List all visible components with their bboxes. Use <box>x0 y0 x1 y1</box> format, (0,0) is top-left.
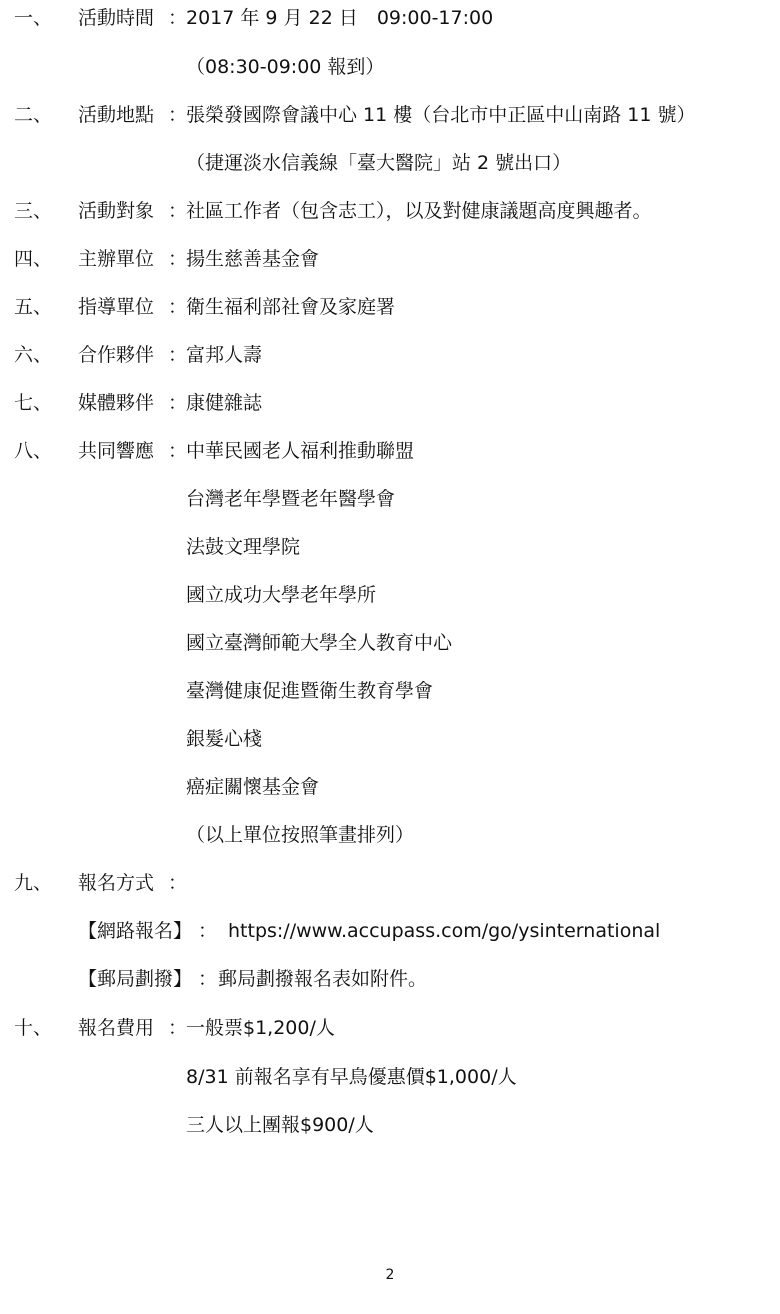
item-value-cont: （以上單位按照筆畫排列） <box>186 824 415 846</box>
item-value-cont: 8/31 前報名享有早鳥優惠價$1,000/人 <box>186 1066 517 1088</box>
item-value-cont: 臺灣健康促進暨衛生教育學會 <box>186 680 434 702</box>
postal-registration-value: 郵局劃撥報名表如附件。 <box>218 968 428 990</box>
item-colon: ： <box>168 248 188 270</box>
item-label: 合作夥伴 <box>78 344 155 366</box>
item-value-cont: （捷運淡水信義線「臺大醫院」站 2 號出口） <box>186 152 572 174</box>
item-label: 活動地點 <box>78 104 155 126</box>
online-registration-colon: ： <box>198 920 218 942</box>
item-value-cont: 台灣老年學暨老年醫學會 <box>186 488 396 510</box>
item-number: 二、 <box>14 104 53 126</box>
registration-link[interactable]: https://www.accupass.com/go/ysinternational <box>228 920 661 942</box>
item-label: 媒體夥伴 <box>78 392 155 414</box>
item-colon: ： <box>168 872 188 894</box>
item-value: 張榮發國際會議中心 11 樓（台北市中正區中山南路 11 號） <box>186 104 696 126</box>
item-value: 2017 年 9 月 22 日 09:00-17:00 <box>186 7 494 29</box>
item-number: 一、 <box>14 7 53 29</box>
item-value: 中華民國老人福利推動聯盟 <box>186 440 415 462</box>
item-label: 活動對象 <box>78 200 155 222</box>
item-number: 五、 <box>14 296 53 318</box>
item-value-cont: 國立成功大學老年學所 <box>186 584 377 606</box>
postal-registration-label: 【郵局劃撥】 <box>78 968 193 990</box>
item-value: 衛生福利部社會及家庭署 <box>186 296 396 318</box>
item-label: 指導單位 <box>78 296 155 318</box>
item-value-cont: （08:30-09:00 報到） <box>186 56 385 78</box>
item-value: 一般票$1,200/人 <box>186 1017 335 1039</box>
online-registration-label: 【網路報名】 <box>78 920 193 942</box>
item-label: 活動時間 <box>78 7 155 29</box>
item-number: 九、 <box>14 872 53 894</box>
item-value: 康健雜誌 <box>186 392 263 414</box>
item-value: 揚生慈善基金會 <box>186 248 320 270</box>
item-value-cont: 法鼓文理學院 <box>186 536 301 558</box>
item-label: 共同響應 <box>78 440 155 462</box>
item-label: 報名方式 <box>78 872 155 894</box>
item-colon: ： <box>168 440 188 462</box>
item-value-cont: 銀髮心棧 <box>186 728 263 750</box>
item-value-cont: 三人以上團報$900/人 <box>186 1114 374 1136</box>
item-value: 富邦人壽 <box>186 344 263 366</box>
item-value-cont: 癌症關懷基金會 <box>186 776 320 798</box>
item-label: 報名費用 <box>78 1017 155 1039</box>
item-number: 六、 <box>14 344 53 366</box>
item-value: 社區工作者（包含志工），以及對健康議題高度興趣者。 <box>186 200 652 222</box>
item-colon: ： <box>168 344 188 366</box>
item-number: 八、 <box>14 440 53 462</box>
item-colon: ： <box>168 104 188 126</box>
item-number: 三、 <box>14 200 53 222</box>
postal-registration-colon: ： <box>198 968 218 990</box>
item-number: 十、 <box>14 1017 53 1039</box>
item-colon: ： <box>168 1017 188 1039</box>
item-colon: ： <box>168 296 188 318</box>
item-colon: ： <box>168 392 188 414</box>
item-colon: ： <box>168 7 188 29</box>
page-number: 2 <box>385 1267 395 1283</box>
item-number: 四、 <box>14 248 53 270</box>
item-value-cont: 國立臺灣師範大學全人教育中心 <box>186 632 453 654</box>
item-label: 主辦單位 <box>78 248 155 270</box>
item-colon: ： <box>168 200 188 222</box>
item-number: 七、 <box>14 392 53 414</box>
